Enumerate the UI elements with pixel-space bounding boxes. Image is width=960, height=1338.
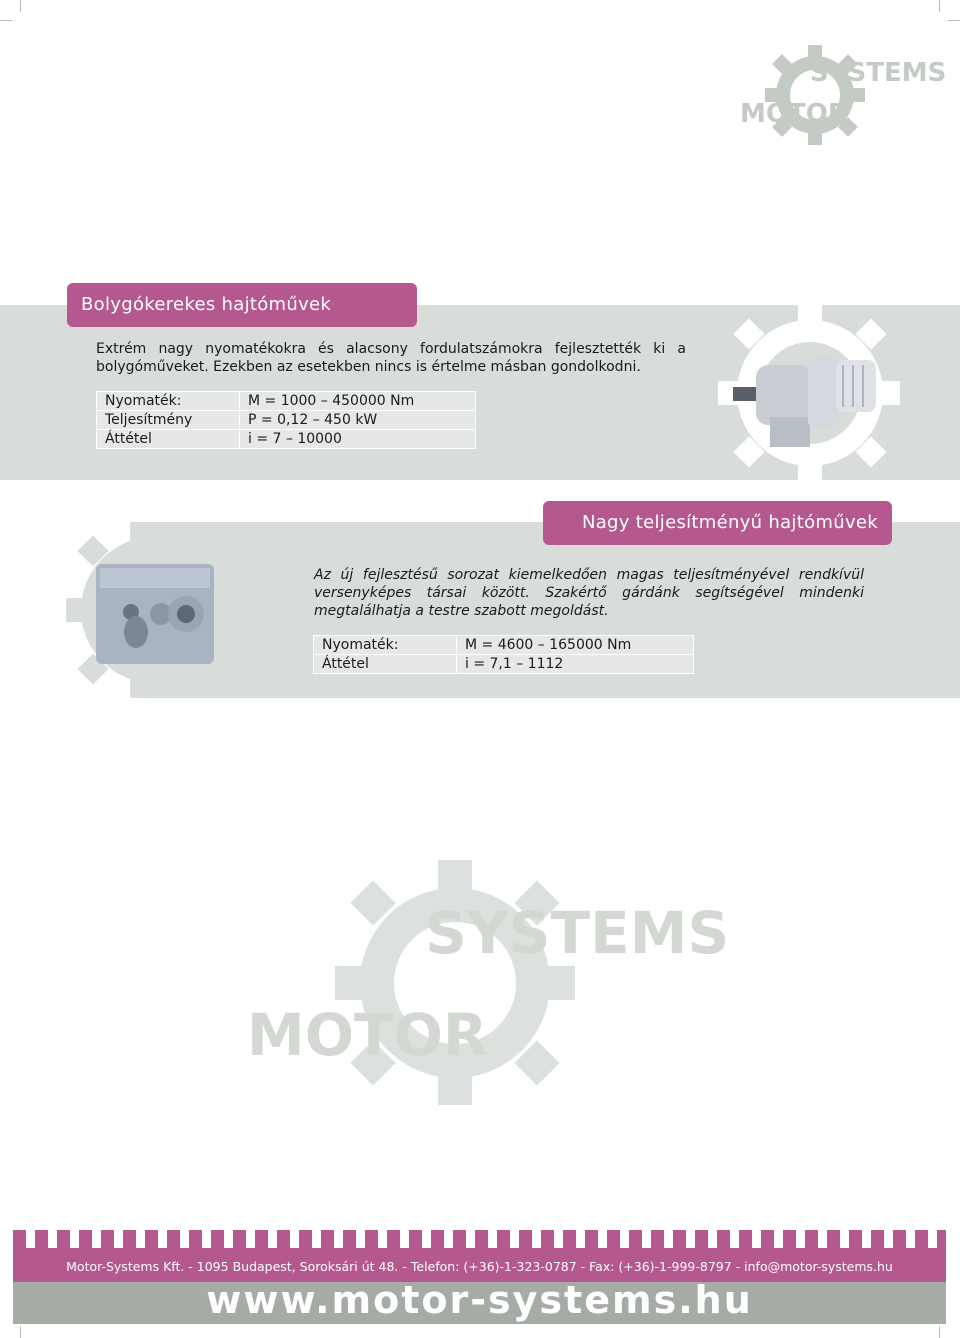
spec-value: P = 0,12 – 450 kW <box>240 411 476 430</box>
crop-mark <box>939 1326 940 1338</box>
spec-label: Nyomaték: <box>97 392 240 411</box>
section-paragraph-high-power: Az új fejlesztésű sorozat kiemelkedően magas teljesítményével rendkívül versenyképes társai között. Szakértő gárdánk segítségével mindenki megtalálhatja a testre szabott megoldást. <box>314 567 864 619</box>
watermark-systems-text: SYSTEMS <box>425 899 730 967</box>
spec-table-high-power <box>313 635 694 674</box>
spec-label: Áttétel <box>314 655 457 674</box>
section-paragraph-planetary: Extrém nagy nyomatékokra és alacsony fordulatszámokra fejlesztették ki a bolygóműveket. Ezekben az esetekben nincs is értelme másban gondolkodni. <box>96 341 686 375</box>
industrial-gearbox-image <box>66 522 241 698</box>
motor-systems-watermark-logo <box>245 855 730 1110</box>
table-row <box>97 430 476 449</box>
spec-value: i = 7 – 10000 <box>240 430 476 449</box>
spec-label: Teljesítmény <box>97 411 240 430</box>
table-row <box>97 411 476 430</box>
crop-mark <box>948 20 960 21</box>
table-row <box>314 655 694 674</box>
table-row <box>97 392 476 411</box>
spec-label: Nyomaték: <box>314 636 457 655</box>
spec-value: M = 4600 – 165000 Nm <box>457 636 694 655</box>
crop-mark <box>20 0 21 12</box>
logo-systems-text: SYSTEMS <box>810 58 947 88</box>
spec-value: i = 7,1 – 1112 <box>457 655 694 674</box>
section-title-high-power: Nagy teljesítményű hajtóművek <box>543 501 892 545</box>
footer-website-link[interactable]: www.motor-systems.hu <box>206 1278 753 1322</box>
crop-mark <box>0 20 12 21</box>
spec-label: Áttétel <box>97 430 240 449</box>
spec-table-planetary <box>96 391 476 449</box>
motor-systems-logo <box>735 40 947 150</box>
watermark-motor-text: MOTOR <box>247 1001 488 1069</box>
footer-contact: Motor-Systems Kft. - 1095 Budapest, Soroksári út 48. - Telefon: (+36)-1-323-0787 - Fax: (+36)-1-999-8797 - info@motor-systems.hu <box>66 1259 893 1274</box>
table-row <box>314 636 694 655</box>
crop-mark <box>939 0 940 12</box>
section-title-planetary: Bolygókerekes hajtóművek <box>67 283 417 327</box>
logo-motor-text: MOTOR <box>740 99 848 129</box>
crop-mark <box>20 1326 21 1338</box>
planetary-gearbox-image <box>718 305 893 480</box>
spec-value: M = 1000 – 450000 Nm <box>240 392 476 411</box>
footer-gear-teeth <box>13 1230 946 1248</box>
